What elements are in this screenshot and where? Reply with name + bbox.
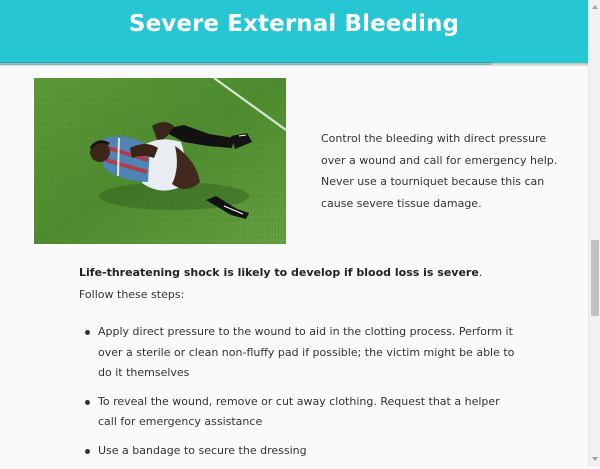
- lead-rest-text: . Follow these steps:: [79, 266, 483, 301]
- page-header: [0, 0, 600, 63]
- list-item: Apply direct pressure to the wound to aid in the clotting process. Perform it over a sterile or clean non-fluffy pad if possible; the victim might be able to do it themselves: [79, 322, 519, 384]
- scroll-up-arrow-icon[interactable]: [592, 5, 598, 9]
- lead-paragraph: [79, 262, 509, 306]
- intro-text: Control the bleeding with direct pressure over a wound and call for emergency help. Never use a tourniquet because this can cause severe tissue damage.: [321, 132, 558, 210]
- header-shadow: [0, 63, 600, 67]
- list-item: Use a bandage to secure the dressing: [79, 441, 519, 462]
- vertical-scrollbar[interactable]: [588, 0, 600, 466]
- page-title: Severe External Bleeding: [128, 11, 460, 37]
- lead-bold-text: Life-threatening shock is likely to develop if blood loss is severe: [79, 266, 479, 279]
- scroll-down-arrow-icon[interactable]: [592, 457, 598, 461]
- scrollbar-thumb[interactable]: [591, 240, 599, 316]
- list-item: To reveal the wound, remove or cut away clothing. Request that a helper call for emergency assistance: [79, 392, 519, 433]
- steps-list: [79, 322, 519, 469]
- injured-player-photo: [34, 78, 286, 244]
